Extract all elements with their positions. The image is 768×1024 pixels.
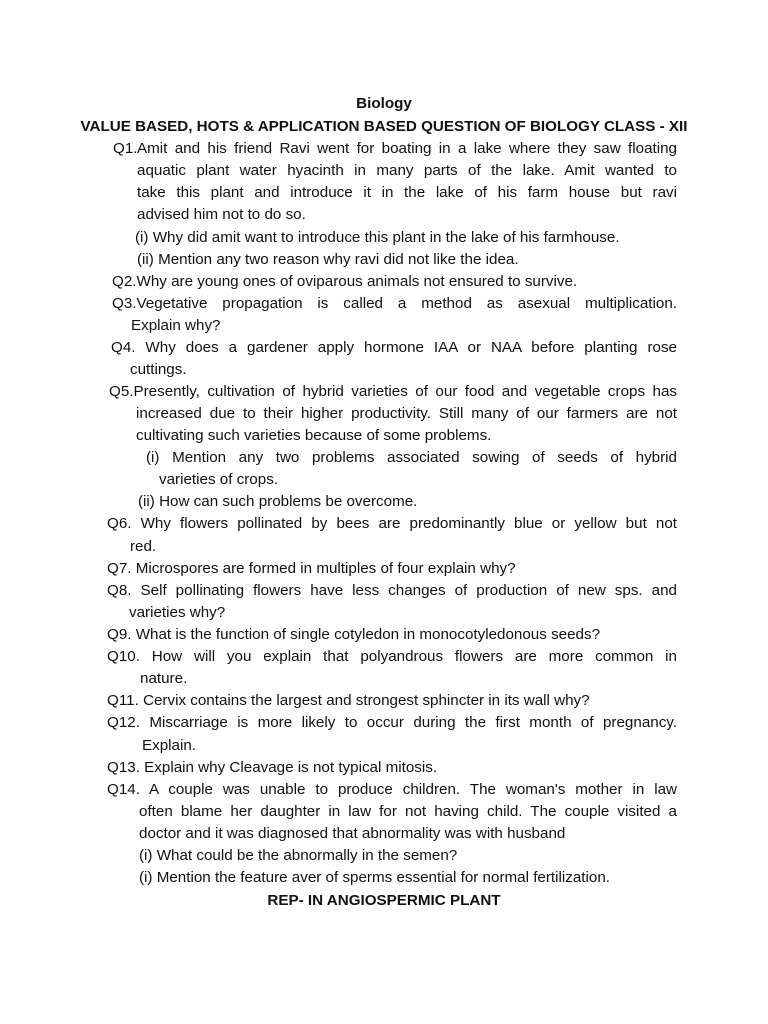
document-title: VALUE BASED, HOTS & APPLICATION BASED QUESTION OF BIOLOGY CLASS - XII (80, 118, 688, 135)
question-8-line-2: varieties why? (129, 604, 226, 621)
question-10-line-1: Q10. How will you explain that polyandrous flowers are more common in (107, 648, 677, 665)
question-14-part-i-second: (i) Mention the feature aver of sperms essential for normal fertilization. (139, 869, 611, 886)
question-5-part-ii: (ii) How can such problems be overcome. (138, 493, 418, 510)
question-8-line-1: Q8. Self pollinating flowers have less changes of production of new sps. and (107, 582, 677, 599)
question-10-line-2: nature. (140, 670, 188, 687)
question-7: Q7. Microspores are formed in multiples of four explain why? (107, 560, 516, 577)
question-5-part-i-line-1: (i) Mention any two problems associated sowing of seeds of hybrid (146, 449, 677, 466)
question-13: Q13. Explain why Cleavage is not typical mitosis. (107, 759, 438, 776)
question-3-line-1: Q3.Vegetative propagation is called a method as asexual multiplication. (112, 295, 677, 312)
question-1-number: Q1. (113, 140, 138, 157)
question-5-line-1: Q5.Presently, cultivation of hybrid varieties of our food and vegetable crops has (109, 383, 677, 400)
question-14-line-1: Q14. A couple was unable to produce children. The woman's mother in law (107, 781, 677, 798)
question-14-part-i: (i) What could be the abnormally in the semen? (139, 847, 458, 864)
question-6-line-1: Q6. Why flowers pollinated by bees are predominantly blue or yellow but not (107, 515, 677, 532)
question-9: Q9. What is the function of single cotyledon in monocotyledonous seeds? (107, 626, 601, 643)
question-4-line-1: Q4. Why does a gardener apply hormone IAA or NAA before planting rose (111, 339, 677, 356)
question-2: Q2.Why are young ones of oviparous animals not ensured to survive. (112, 273, 578, 290)
question-4-line-2: cuttings. (130, 361, 187, 378)
question-1-line-2: aquatic plant water hyacinth in many parts of the lake. Amit wanted to (137, 162, 677, 179)
subject-heading: Biology (356, 95, 412, 112)
question-14-line-3: doctor and it was diagnosed that abnormality was with husband (139, 825, 566, 842)
question-1-line-3: take this plant and introduce it in the lake of his farm house but ravi (137, 184, 677, 201)
question-1-part-ii: (ii) Mention any two reason why ravi did not like the idea. (137, 251, 519, 268)
question-5-part-i-line-2: varieties of crops. (159, 471, 279, 488)
question-5-line-2: increased due to their higher productivity. Still many of our farmers are not (136, 405, 677, 422)
question-1-part-i: (i) Why did amit want to introduce this plant in the lake of his farmhouse. (135, 229, 620, 246)
question-12-line-2: Explain. (142, 737, 197, 754)
question-1-line-1: Amit and his friend Ravi went for boating in a lake where they saw floating (137, 140, 677, 157)
question-5-line-3: cultivating such varieties because of some problems. (136, 427, 492, 444)
question-1-line-4: advised him not to do so. (137, 206, 306, 223)
question-12-line-1: Q12. Miscarriage is more likely to occur during the first month of pregnancy. (107, 714, 677, 731)
question-14-line-2: often blame her daughter in law for not having child. The couple visited a (139, 803, 677, 820)
question-3-line-2: Explain why? (131, 317, 221, 334)
question-6-line-2: red. (130, 538, 157, 555)
question-11: Q11. Cervix contains the largest and strongest sphincter in its wall why? (107, 692, 590, 709)
section-heading: REP- IN ANGIOSPERMIC PLANT (267, 892, 501, 909)
